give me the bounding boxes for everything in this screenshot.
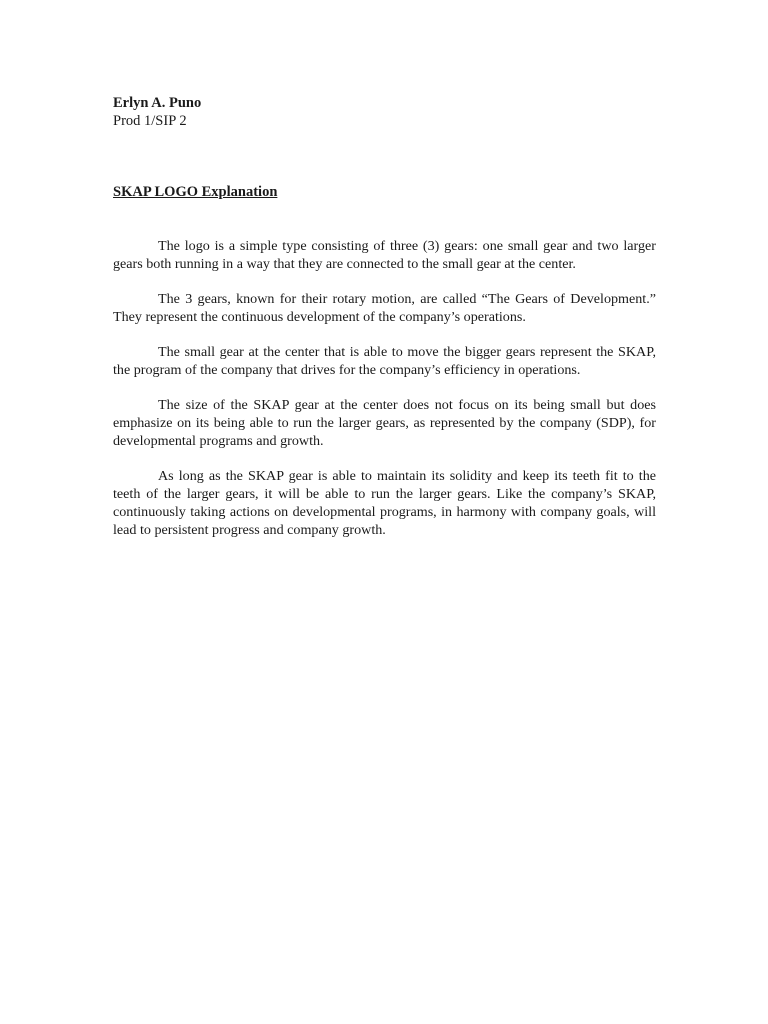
- document-page: [113, 94, 656, 538]
- document-body: [113, 237, 656, 556]
- author-department: Prod 1/SIP 2: [113, 113, 187, 129]
- paragraph-2: The 3 gears, known for their rotary motion, are called “The Gears of Development.” They represent the continuous development of the company’s operations.: [113, 291, 656, 325]
- paragraph-5: As long as the SKAP gear is able to maintain its solidity and keep its teeth fit to the teeth of the larger gears, it will be able to run the larger gears. Like the company’s SKAP, continuously taking actions on developmental programs, in harmony with company goals, will lead to persistent progress and company growth.: [113, 468, 656, 538]
- author-name: Erlyn A. Puno: [113, 95, 202, 111]
- paragraph-1: The logo is a simple type consisting of three (3) gears: one small gear and two larger gears both running in a way that they are connected to the small gear at the center.: [113, 238, 656, 272]
- paragraph-3: The small gear at the center that is able to move the bigger gears represent the SKAP, the program of the company that drives for the company’s efficiency in operations.: [113, 344, 656, 378]
- paragraph-4: The size of the SKAP gear at the center does not focus on its being small but does emphasize on its being able to run the larger gears, as represented by the company (SDP), for developmental programs and growth.: [113, 397, 656, 449]
- document-title: SKAP LOGO Explanation: [113, 184, 278, 200]
